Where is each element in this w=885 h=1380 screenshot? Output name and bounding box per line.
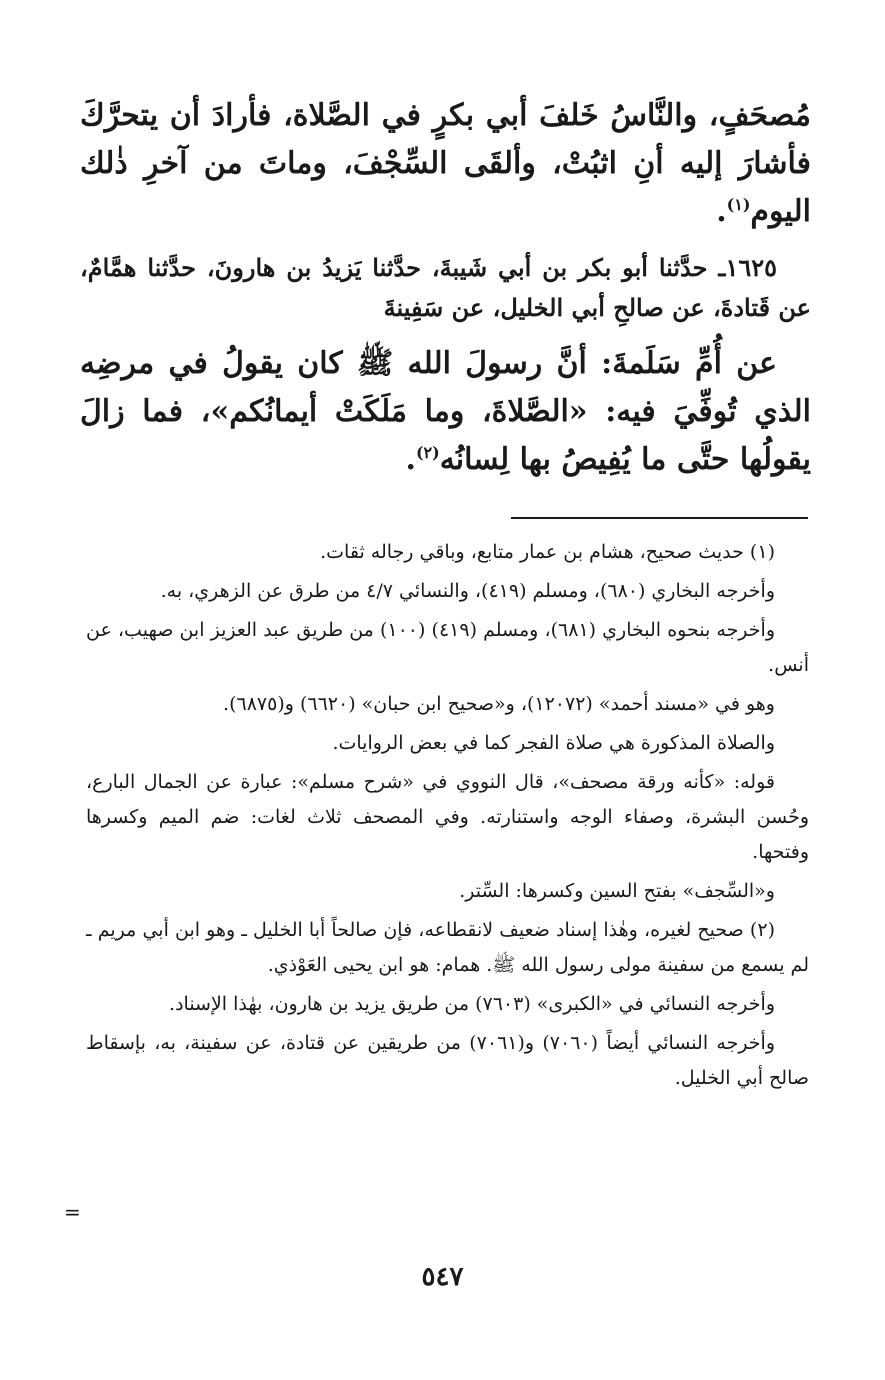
footnote-marker-1: (١)	[726, 195, 751, 214]
footnote-line: وأخرجه بنحوه البخاري (٦٨١)، ومسلم (٤١٩) (١٠٠) من طريق عبد العزيز ابن صهيب، عن أنس.	[86, 619, 809, 676]
footnote-line: قوله: «كأنه ورقة مصحف»، قال النووي في «شرح مسلم»: عبارة عن الجمال البارع، وحُسن البشرة، وصفاء الوجه واستنارته. وفي المصحف ثلاث لغات: ضم الميم وكسرها وفتحها.	[86, 771, 809, 863]
hadith-isnad-paragraph	[80, 248, 811, 328]
paragraph-text: ١٦٢٥ـ حدَّثنا أبو بكر بن أبي شَيبةَ، حدَّثنا يَزيدُ بن هارونَ، حدَّثنا همَّامٌ، عن قَتادةَ، عن صالحِ أبي الخليل، عن سَفِينةَ	[80, 253, 811, 322]
paragraph-end: .	[716, 194, 727, 229]
footnote-separator-rule	[511, 517, 808, 519]
footnote-line: وأخرجه البخاري (٦٨٠)، ومسلم (٤١٩)، والنسائي ٤/٧ من طرق عن الزهري، به.	[160, 580, 775, 602]
page-number: ٥٤٧	[421, 1262, 464, 1292]
footnote-line: (٢) صحيح لغيره، وهٰذا إسناد ضعيف لانقطاعه، فإن صالحاً أبا الخليل ـ وهو ابن أبي مريم ـ لم يسمع من سفينة مولى رسول الله ﷺ. همام: هو ابن يحيى العَوْذي.	[86, 919, 809, 976]
footnote-line: (١) حديث صحيح، هشام بن عمار متابع، وباقي رجاله ثقات.	[320, 541, 775, 563]
footnote-line: وهو في «مسند أحمد» (١٢٠٧٢)، و«صحيح ابن حبان» (٦٦٢٠) و(٦٨٧٥).	[223, 693, 775, 715]
footnote-line: وأخرجه النسائي أيضاً (٧٠٦٠) و(٧٠٦١) من طريقين عن قتادة، عن سفينة، به، بإسقاط صالح أبي الخليل.	[86, 1032, 809, 1089]
hadith-continuation-paragraph	[80, 92, 811, 236]
footnotes-section	[86, 535, 809, 1100]
continuation-mark: =	[64, 1200, 81, 1224]
footnote-marker-2: (٢)	[415, 443, 440, 462]
hadith-matn-paragraph	[80, 340, 811, 484]
paragraph-text: عن أُمِّ سَلَمةَ: أنَّ رسولَ الله ﷺ كان يقولُ في مرضِه الذي تُوفِّيَ فيه: «الصَّلاةَ، وما مَلَكَتْ أيمانُكم»، فما زالَ يقولُها حتَّى ما يُفِيصُ بها لِسانُه	[80, 346, 811, 477]
footnote-line: و«السِّجف» بفتح السين وكسرها: السِّتر.	[459, 880, 775, 902]
main-text	[80, 92, 811, 496]
paragraph-text: مُصحَفٍ، والنَّاسُ خَلفَ أبي بكرٍ في الصَّلاة، فأرادَ أن يتحرَّكَ فأشارَ إليه أنِ اثبُتْ، وألقَى السِّجْفَ، وماتَ من آخرِ ذٰلك اليوم	[80, 98, 811, 229]
paragraph-end: .	[405, 442, 416, 477]
footnote-line: والصلاة المذكورة هي صلاة الفجر كما في بعض الروايات.	[332, 732, 775, 754]
footnote-line: وأخرجه النسائي في «الكبرى» (٧٦٠٣) من طريق يزيد بن هارون، بهٰذا الإسناد.	[169, 993, 775, 1015]
